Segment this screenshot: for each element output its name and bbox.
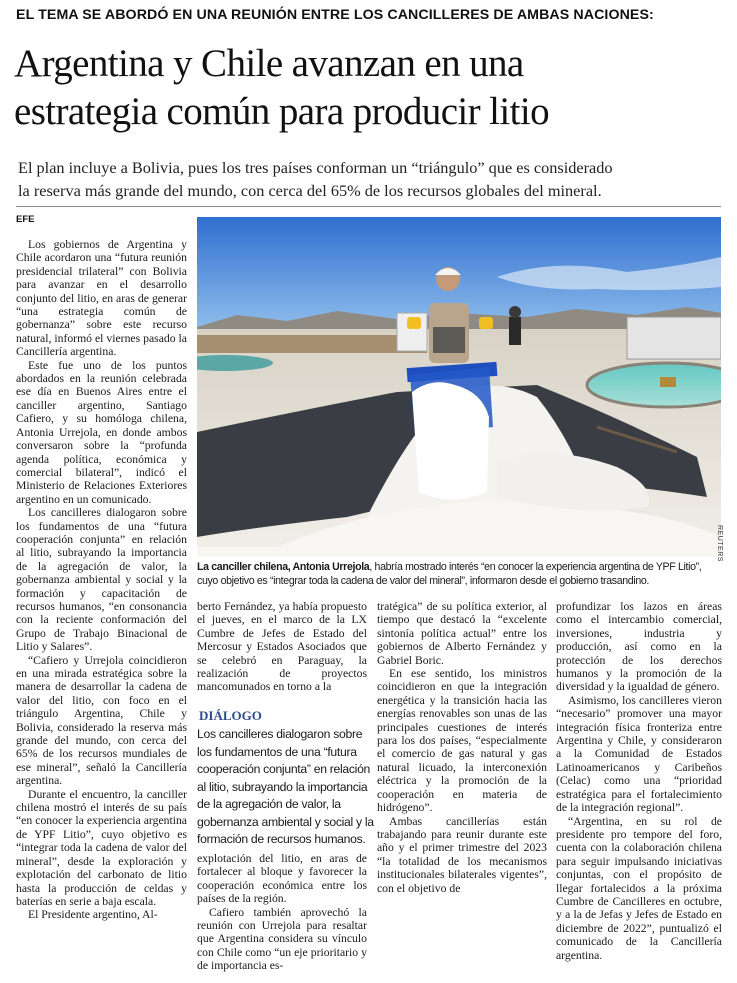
paragraph: Ambas cancillerías están trabajando para reunir durante este año y el primer trimestre del 2023 “la totalidad de los mecanismos institucionales bilaterales vigentes”, con el objetivo de xyxy=(377,814,547,895)
lithium-salt-photo xyxy=(197,217,721,557)
photo-credit: REUTERS xyxy=(716,525,723,562)
article-column-1 xyxy=(16,238,187,922)
paragraph: explotación del litio, en aras de fortalecer al bloque y favorecer la cooperación económica entre los países de la región. xyxy=(197,852,367,906)
deck-line-2: la reserva más grande del mundo, con cerca del 65% de los recursos globales del mineral. xyxy=(18,181,602,200)
paragraph: profundizar los lazos en áreas como el intercambio comercial, inversiones, industria y producción, así como en la protección de los derechos humanos y la promoción de la diversidad y la igualdad de género. xyxy=(556,600,722,694)
kicker: EL TEMA SE ABORDÓ EN UNA REUNIÓN ENTRE LOS CANCILLERES DE AMBAS NACIONES: xyxy=(16,7,654,23)
paragraph: Este fue uno de los puntos abordados en la reunión celebrada ese día en Buenos Aires entre el canciller argentino, Santiago Cafiero, y su homóloga chilena, Antonia Urrejola, en donde ambos conversaron sobre la “profunda agenda política, económica y comercial bilateral”, indicó el Ministerio de Relaciones Exteriores argentino en un comunicado. xyxy=(16,358,187,506)
paragraph: Cafiero también aprovechó la reunión con Urrejola para resaltar que Argentina considera su vínculo con Chile como “un eje prioritario y de importancia es- xyxy=(197,905,367,973)
paragraph: Los gobiernos de Argentina y Chile acordaron una “futura reunión presidencial trilateral” con Bolivia para avanzar en el desarrollo conjunto del litio, en aras de generar “una estrategia común de gobernanza” sobre este recurso natural, informó el viernes pasado la Cancillería argentina. xyxy=(16,238,187,359)
article-column-4 xyxy=(556,600,722,962)
paragraph: El Presidente argentino, Al- xyxy=(28,908,158,922)
article-column-2-bottom xyxy=(197,852,367,973)
caption-name: La canciller chilena, Antonia Urrejola xyxy=(197,561,370,573)
headline-line-1: Argentina y Chile avanzan en una xyxy=(14,42,524,85)
divider xyxy=(16,206,721,207)
article-column-3 xyxy=(377,600,547,895)
paragraph: Los cancilleres dialogaron sobre los fundamentos de una “futura cooperación conjunta” en relación al litio, subrayando la importancia de la agregación de valor, la gobernanza ambiental y social y la formación y capacitación de recursos humanos, “en consonancia con la reciente conformación del Grupo de Trabajo Binacional de Litio y Salares”. xyxy=(16,506,187,654)
article-column-2-top xyxy=(197,600,367,694)
paragraph: berto Fernández, ya había propuesto el jueves, en el marco de la LX Cumbre de Jefes de Estado del Mercosur y Estados Asociados que se celebró en Paraguay, la realización de proyectos mancomunados en torno a la xyxy=(197,600,367,694)
paragraph: Asimismo, los cancilleres vieron “necesario” promover una mayor integración física fronteriza entre Argentina y Chile, y consideraron a la Comunidad de Estados Latinoamericanos y Caribeños (Celac) como una “prioridad estratégica para el fortalecimiento de la integración regional”. xyxy=(556,693,722,815)
headline-line-2: estrategia común para producir litio xyxy=(14,90,550,133)
paragraph: “Argentina, en su rol de presidente pro tempore del foro, cuenta con la colaboración chilena para seguir impulsando iniciativas conjuntas, con el propósito de llegar fortalecidos a la próxima Cumbre de Cancilleres en octubre, y a la de Jefas y Jefes de Estado en diciembre de 2022”, puntualizó el comunicado de la Cancillería argentina. xyxy=(556,814,722,962)
pullquote-heading: DIÁLOGO xyxy=(199,708,262,723)
paragraph: tratégica” de su política exterior, al tiempo que destacó la “excelente sintonía política actual” entre los gobiernos de Alberto Fernández y Gabriel Boric. xyxy=(377,600,547,667)
photo-caption xyxy=(197,560,721,588)
photo-illustration xyxy=(197,217,721,557)
paragraph: “Cafiero y Urrejola coincidieron en una mirada estratégica sobre la manera de desarrollar la cadena de valor del litio, con foco en el triángulo Argentina, Chile y Bolivia, considerado la reserva más grande del mundo, con cerca del 65% de los recursos mundiales de ese mineral”, señaló la Cancillería argentina. xyxy=(16,653,187,788)
deck-line-1: El plan incluye a Bolivia, pues los tres países conforman un “triángulo” que es considerado xyxy=(18,158,613,177)
caption-text: , habría mostrado interés “en conocer la experiencia argentina de YPF Litio”, cuyo objetivo es “integrar toda la cadena de valor del mineral”, informaron desde el gobierno trasandino. xyxy=(197,561,702,587)
paragraph: En ese sentido, los ministros coincidieron en que la integración energética y la transición hacia las energías renovables son unas de las principales cuestiones de interés para los dos países, “especialmente el comercio de gas natural y gas natural licuado, la interconexión eléctrica y la promoción de la cooperación en materia de hidrógeno”. xyxy=(377,667,547,815)
deck xyxy=(18,156,730,202)
pullquote-text: Los cancilleres dialogaron sobre los fundamentos de una “futura cooperación conjunta” en relación al litio, subrayando la importancia de la agregación de valor, la gobernanza ambiental y social y la formación de recursos humanos. xyxy=(197,727,374,846)
paragraph: Durante el encuentro, la canciller chilena mostró el interés de su país “en conocer la experiencia argentina de YPF Litio”, cuyo objetivo es “integrar toda la cadena de valor del mineral”, desde la exploración y explotación del carbonato de litio hasta la producción de celdas y baterías en serie a baja escala. xyxy=(16,787,187,908)
byline: EFE xyxy=(16,214,35,225)
headline xyxy=(14,40,730,136)
